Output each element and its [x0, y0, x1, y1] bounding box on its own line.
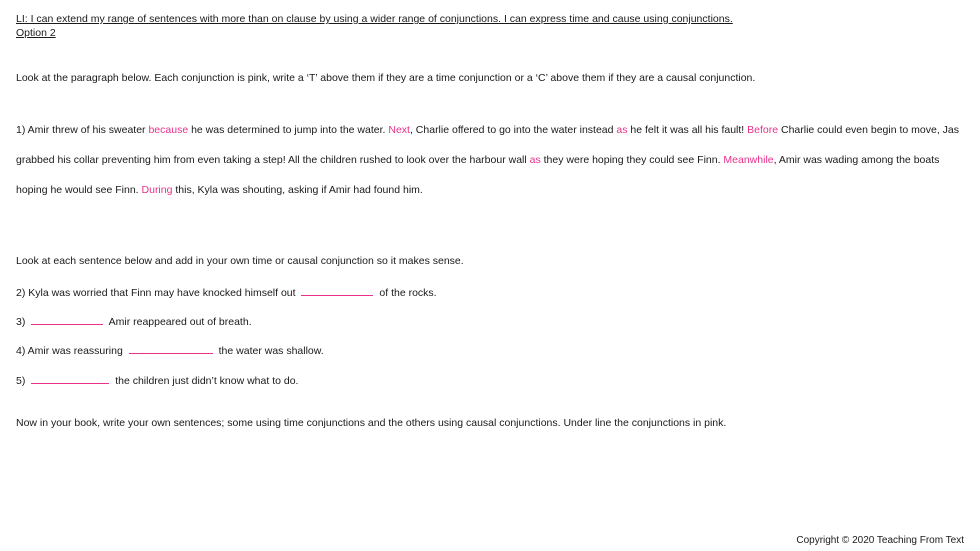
question-2 [16, 285, 437, 299]
question-3 [16, 314, 252, 328]
option-label: Option 2 [16, 27, 56, 39]
conjunction-word: During [141, 184, 173, 196]
conjunction-word: because [148, 124, 189, 136]
paragraph-text: he was determined to jump into the water. [188, 124, 389, 136]
worksheet [16, 12, 966, 429]
conjunction-word: Next [388, 124, 410, 136]
question-5-blank[interactable] [31, 373, 109, 384]
question-5-text-after: the children just didn’t know what to do. [115, 375, 299, 387]
instruction-fill-in: Look at each sentence below and add in your own time or causal conjunction so it makes sense. [16, 255, 464, 267]
question-2-blank[interactable] [301, 285, 373, 296]
conjunction-paragraph [16, 115, 966, 205]
question-4-text-after: the water was shallow. [218, 345, 324, 357]
question-4 [16, 343, 324, 357]
learning-intention: LI: I can extend my range of sentences with more than on clause by using a wider range of conjunctions. I can express time and cause using conjunctions. [16, 13, 733, 25]
question-5-number: 5) [16, 375, 26, 387]
question-4-blank[interactable] [129, 343, 213, 354]
conjunction-word: Before [747, 124, 779, 136]
paragraph-text: he felt it was all his fault! [627, 124, 748, 136]
question-5 [16, 373, 298, 387]
conjunction-word: as [616, 124, 628, 136]
paragraph-text: Charlie could even begin to move, Jas grabbed his collar preventing him from even taking a step! All the children rushed to look over the harbour wall [16, 124, 960, 166]
instruction-identify: Look at the paragraph below. Each conjunction is pink, write a ‘T’ above them if they are a time conjunction or a ‘C’ above them if they are a causal conjunction. [16, 72, 756, 84]
question-2-text-after: of the rocks. [379, 287, 437, 299]
question-3-text-after: Amir reappeared out of breath. [108, 316, 252, 328]
instruction-write-own: Now in your book, write your own sentences; some using time conjunctions and the others using causal conjunctions. Under line the conjunctions in pink. [16, 417, 727, 429]
conjunction-word: as [529, 154, 541, 166]
question-4-text-before: 4) Amir was reassuring [16, 345, 123, 357]
paragraph-text: , Amir was wading among the boats hoping he would see Finn. [16, 154, 940, 196]
question-3-blank[interactable] [31, 314, 103, 325]
question-3-number: 3) [16, 316, 26, 328]
question-2-text-before: 2) Kyla was worried that Finn may have knocked himself out [16, 287, 296, 299]
paragraph-text: they were hoping they could see Finn. [540, 154, 724, 166]
paragraph-text: , Charlie offered to go into the water instead [409, 124, 617, 136]
conjunction-word: Meanwhile [723, 154, 774, 166]
copyright-notice: Copyright © 2020 Teaching From Text [796, 535, 964, 546]
paragraph-text: 1) Amir threw of his sweater [16, 124, 149, 136]
paragraph-text: this, Kyla was shouting, asking if Amir had found him. [172, 184, 423, 196]
